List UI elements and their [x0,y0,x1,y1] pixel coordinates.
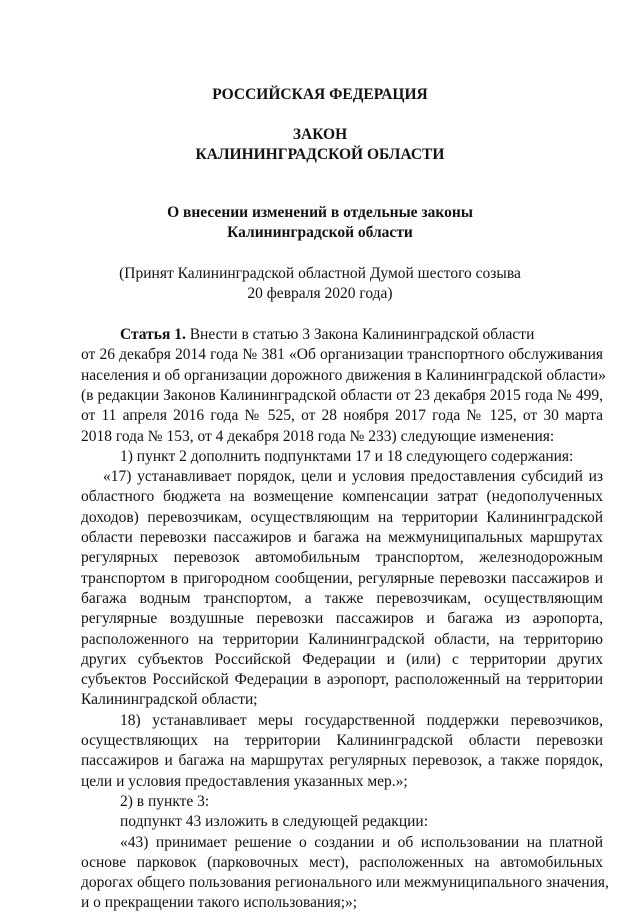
article-line: регулярные воздушные перевозки пассажиров и багажа из аэропорта, [81,610,603,628]
country-heading: РОССИЙСКАЯ ФЕДЕРАЦИЯ [212,86,428,103]
article-line: (в редакции Законов Калининградской области от 23 декабря 2015 года № 499, [81,386,603,404]
article-line: других субъектов Российской Федерации и (или) с территории других [81,650,603,668]
article-line: 2) в пункте 3: [120,792,210,810]
article-line: 1) пункт 2 дополнить подпунктами 17 и 18 следующего содержания: [120,447,574,465]
article-line: осуществляющих на территории Калининградской области перевозки [81,732,603,749]
article-line: транспортом в пригородном сообщении, регулярные перевозки пассажиров и [81,569,603,587]
adoption-note-line-1: (Принят Калининградской областной Думой шестого созыва [119,265,521,282]
article-first-line-text: Внести в статью 3 Закона Калининградской области [189,326,535,343]
article-line: цели и условия предоставления указанных мер.»; [81,772,408,790]
region-heading: КАЛИНИНГРАДСКОЙ ОБЛАСТИ [195,146,445,163]
law-title-line-2: Калининградской области [227,224,413,241]
article-line: Калининградской области; [81,691,258,709]
article-line: от 11 апреля 2016 года № 525, от 28 ноября 2017 года № 125, от 30 марта [81,407,603,425]
adoption-note-line-2: 20 февраля 2020 года) [247,285,393,302]
article-line: дорогах общего пользования регионального или межмуниципального значения, [81,874,609,892]
article-first-line [120,324,603,345]
article-line: 18) устанавливает меры государственной поддержки перевозчиков, [120,711,603,729]
article-line: населения и об организации дорожного движения в Калининградской области» [81,366,606,384]
article-line: «43) принимает решение о создании и об использовании на платной [120,833,603,851]
article-line: подпункт 43 изложить в следующей редакции: [120,813,429,831]
article-line: субъектов Российской Федерации в аэропорт, расположенный на территории [81,671,603,689]
article-line: пассажиров и багажа на маршрутах регулярных перевозок, а также порядок, [81,752,603,770]
law-title-line-1: О внесении изменений в отдельные законы [167,204,473,221]
article-line: от 26 декабря 2014 года № 381 «Об организации транспортного обслуживания [81,346,603,364]
article-label: Статья 1. [120,326,186,343]
article-line: и о прекращении такого использования;»; [81,894,358,912]
article-line: 2018 года № 153, от 4 декабря 2018 года № 233) следующие изменения: [81,427,555,445]
article-line: области перевозки пассажиров и багажа на межмуниципальных маршрутах [81,529,603,546]
law-heading: ЗАКОН [292,126,348,143]
article-line: областного бюджета на возмещение компенсации затрат (недополученных [81,488,603,506]
article-line: багажа водным транспортом, а также перевозчикам, осуществляющим [81,589,603,607]
article-line: регулярных перевозок автомобильным транспортом, железнодорожным [81,549,603,567]
article-line: основе парковок (парковочных мест), расположенных на автомобильных [81,853,603,871]
article-line: доходов) перевозчикам, осуществляющим на территории Калининградской [81,508,603,526]
article-line: расположенного на территории Калининградской области, на территорию [81,630,603,648]
article-line: «17) устанавливает порядок, цели и условия предоставления субсидий из [103,468,603,486]
